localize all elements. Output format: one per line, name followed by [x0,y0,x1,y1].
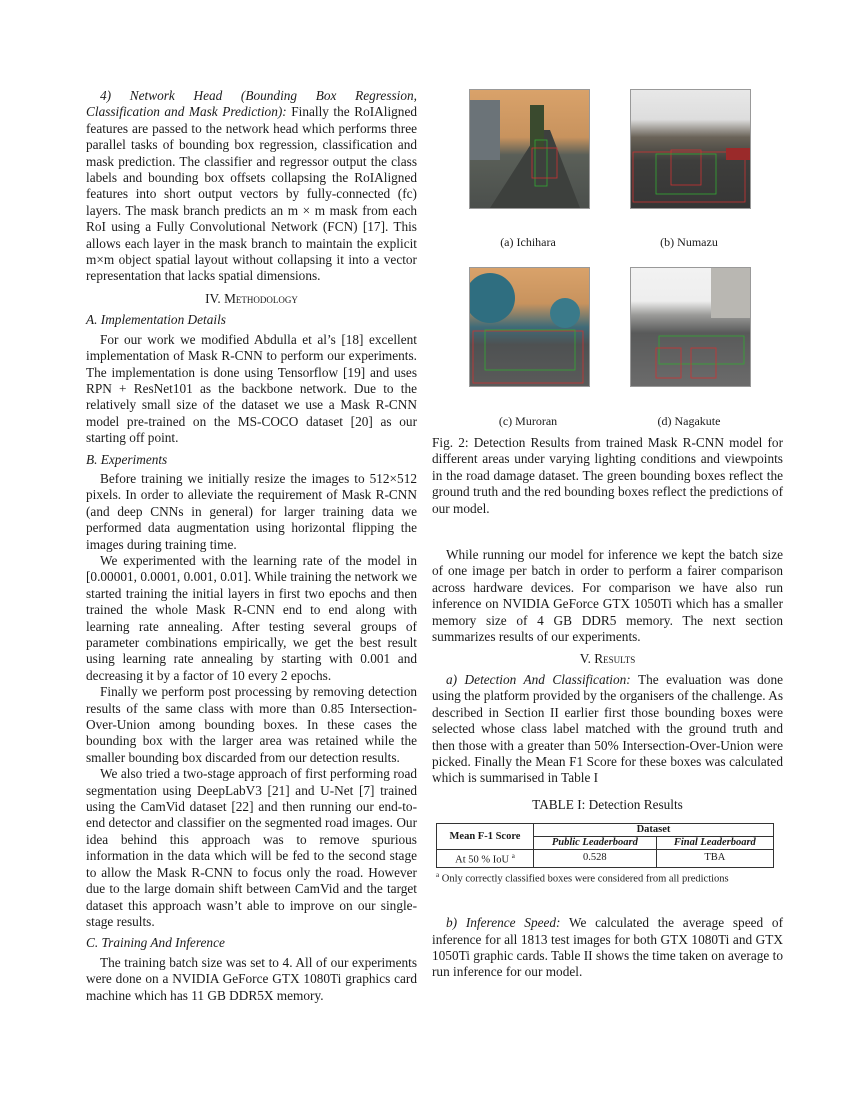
footnote-mark: a [511,852,515,861]
paragraph-lead: a) Detection And Classification: [446,671,631,687]
subsection-heading-implementation: A. Implementation Details [86,312,226,328]
paragraph-two-stage: We also tried a two-stage approach of first performing road segmentation using DeepLabV3 [21] and U-Net [7] trained using the CamVid dataset [22] and then running our end-to-end detector and classifier on the segmented road images. Our idea behind this approach was to remove spurious information in the data which will be fed to the second stage to allow the Mask R-CNN to focus only the road. However due to the large domain shift between CamVid and the target dataset this approach wasn’t able to improve on our single-stage results. [86,766,417,929]
subcaption-d: (d) Nagakute [657,414,721,428]
subcaption-c: (c) Muroran [498,414,558,428]
paragraph-text: Finally the RoIAligned features are passed to the network head which performs three parallel tasks of bounding box regression, classification and mask prediction. The classifier and regressor output the class labels and bounding box offsets collapsing the RoIAligned features into short output vectors by fully-connected (fc) layers. The mask branch predicts an m × m mask from each RoI using a Fully Convolutional Network (FCN) [17]. This allows each layer in the mask branch to maintain the explicit m×m object spatial layout without collapsing it into a vector representation that lacks spatial dimensions. [86,104,417,284]
subcaption-b: (b) Numazu [660,235,718,249]
paragraph-lead: 4) Network Head (Bounding Box Regression, Classification and Mask Prediction): [86,88,417,120]
figure-image-nagakute [630,267,751,387]
table-title: TABLE I: Detection Results [532,796,683,812]
table-footnote [436,869,783,886]
figure-image-muroran [469,267,590,387]
footnote-mark: a [436,870,440,879]
figure-image-ichihara [469,89,590,209]
paragraph-text: We calculated the average speed of inference for all 1813 test images for both GTX 1080Ti and GTX 1050Ti graphic cards. Table II shows the time taken on average to run inference for our model. [432,915,783,980]
header-mean-f1: Mean F-1 Score [437,824,534,850]
header-public: Public Leaderboard [534,837,657,850]
figure-caption: Fig. 2: Detection Results from trained Mask R-CNN model for different areas under varying lighting conditions and viewpoints in the road damage dataset. The green bounding boxes reflect the ground truth and the red bounding boxes reflect the predictions of our model. [432,435,783,516]
header-final: Final Leaderboard [656,837,773,850]
left-column [86,88,417,1004]
subsection-heading-experiments: B. Experiments [86,451,168,467]
footnote-text: Only correctly classified boxes were considered from all predictions [441,873,729,885]
paragraph-implementation: For our work we modified Abdulla et al’s [18] excellent implementation of Mask R-CNN to perform our experiments. The implementation is done using Tensorflow [19] and uses RPN + ResNet101 as the backbone network. Due to the relatively small size of the dataset we use a Mask R-CNN model pre-trained on the MS-COCO dataset [20] as our starting off point. [86,331,417,446]
header-dataset: Dataset [534,824,774,837]
figure-image-numazu [630,89,751,209]
paragraph-detection [432,672,783,787]
paragraph-resize: Before training we initially resize the images to 512×512 pixels. In order to alleviate the requirement of Mask R-CNN (and deep CNNs in general) for larger training data we performed data augmentation using horizontal flipping the images during training time. [86,470,417,552]
paragraph-inference-batch: While running our model for inference we kept the batch size of one image per batch in order to perform a fairer comparison across hardware devices. For comparison we have also run inference on NVIDIA GeForce GTX 1050Ti which has a smaller memory size of 4 GB DDR5 memory. The next section summarizes results of our experiments. [432,547,783,645]
paragraph-lead: b) Inference Speed: [446,915,561,931]
row-label-text: At 50 % IoU [455,854,510,866]
subcaption-a: (a) Ichihara [500,235,556,249]
paragraph-learning-rate: We experimented with the learning rate of the model in [0.00001, 0.0001, 0.001, 0.01]. While training the network we started training the initial layers in first two epochs and then trained the whole Mask R-CNN end to end along with learning rate annealing. After testing several groups of parameter combinations empirically, we get the best result using learning rate annealing by starting with 0.001 and decreasing it by a factor of 10 every 2 epochs. [86,552,417,683]
cell-final: TBA [656,850,773,868]
paragraph-text: The evaluation was done using the platform provided by the organisers of the challenge. As described in Section II earlier first those bounding boxes were selected whose class label matched with the ground truth and then those with a greater than 50% Intersection-Over-Union were picked. Finally the Mean F1 Score for these boxes was calculated which is summarised in Table I [432,671,783,786]
cell-public: 0.528 [534,850,657,868]
section-heading-results: V. Results [579,651,636,667]
paragraph-inference-speed [432,915,783,981]
paragraph-training: The training batch size was set to 4. All of our experiments were done on a NVIDIA GeForce GTX 1080Ti graphics card machine which has 11 GB DDR5X memory. [86,954,417,1003]
right-column [432,435,783,981]
detection-results-table [436,823,774,868]
row-label [437,850,534,868]
table-container [436,823,783,885]
subsection-heading-training: C. Training And Inference [86,935,225,951]
paragraph-postprocessing: Finally we perform post processing by removing detection results of the same class with more than 0.85 Intersection-Over-Union among bounding boxes. In these cases the bounding box with the larger area was retained while the smaller bounding box discarded from our detection results. [86,684,417,765]
section-heading-methodology: IV. Methodology [205,290,298,306]
paragraph-network-head [86,88,417,285]
